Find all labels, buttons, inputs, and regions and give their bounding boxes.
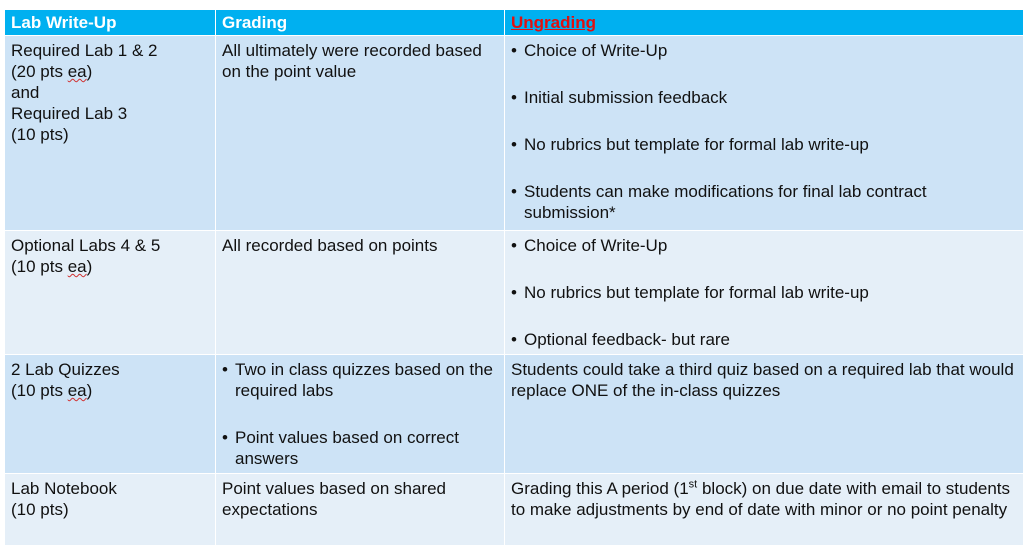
table-row bbox=[5, 231, 1024, 355]
lab-line: (10 pts ea) bbox=[11, 381, 93, 400]
ungrading-cell bbox=[505, 36, 1024, 231]
lab-line: Required Lab 1 & 2 bbox=[11, 41, 158, 60]
table-row bbox=[5, 36, 1024, 231]
lab-line: (10 pts) bbox=[11, 125, 69, 144]
lab-cell bbox=[5, 36, 216, 231]
table-row bbox=[5, 355, 1024, 474]
ordinal-suffix: st bbox=[688, 478, 698, 491]
list-item: • Students can make modifications for final lab contract submission* bbox=[511, 181, 1017, 223]
spellcheck-underline: ea bbox=[67, 257, 87, 276]
grading-cell: Point values based on shared expectations bbox=[216, 474, 505, 546]
list-item: • No rubrics but template for formal lab write-up bbox=[511, 282, 1017, 303]
lab-line: 2 Lab Quizzes bbox=[11, 360, 120, 379]
ungrading-cell bbox=[505, 474, 1024, 546]
grading-cell: All ultimately were recorded based on the point value bbox=[216, 36, 505, 231]
header-ungrading bbox=[505, 10, 1024, 36]
ungrading-list bbox=[511, 235, 1017, 350]
list-item: • Optional feedback- but rare bbox=[511, 329, 1017, 350]
ungrading-list bbox=[511, 40, 1017, 223]
lab-line: Required Lab 3 bbox=[11, 104, 128, 123]
table-row bbox=[5, 474, 1024, 546]
grading-cell bbox=[216, 355, 505, 474]
lab-line: Lab Notebook bbox=[11, 479, 117, 498]
list-item: • Initial submission feedback bbox=[511, 87, 1017, 108]
lab-cell bbox=[5, 355, 216, 474]
lab-line: (10 pts) bbox=[11, 500, 69, 519]
lab-line: Optional Labs 4 & 5 bbox=[11, 236, 161, 255]
lab-line: (20 pts ea) bbox=[11, 62, 93, 81]
grading-list bbox=[222, 359, 498, 469]
list-item: • Choice of Write-Up bbox=[511, 40, 1017, 61]
lab-cell bbox=[5, 231, 216, 355]
ungrading-text-end: block) on due date with email to students to make adjustments by end of date with minor or no point penalty bbox=[511, 479, 1011, 519]
list-item: • No rubrics but template for formal lab write-up bbox=[511, 134, 1017, 155]
header-ungrading-text: Ungrading bbox=[511, 13, 596, 32]
ungrading-cell bbox=[505, 231, 1024, 355]
list-item: • Two in class quizzes based on the required labs bbox=[222, 359, 498, 401]
spellcheck-underline: ea bbox=[67, 62, 87, 81]
header-grading: Grading bbox=[216, 10, 505, 36]
spellcheck-underline: ea bbox=[67, 381, 87, 400]
lab-cell bbox=[5, 474, 216, 546]
ungrading-cell: Students could take a third quiz based on a required lab that would replace ONE of the in-class quizzes bbox=[505, 355, 1024, 474]
header-row bbox=[5, 10, 1024, 36]
list-item: • Choice of Write-Up bbox=[511, 235, 1017, 256]
header-lab-write-up: Lab Write-Up bbox=[5, 10, 216, 36]
lab-line: (10 pts ea) bbox=[11, 257, 93, 276]
grading-comparison-table bbox=[4, 9, 1024, 546]
grading-cell: All recorded based on points bbox=[216, 231, 505, 355]
lab-line: and bbox=[11, 83, 40, 102]
list-item: • Point values based on correct answers bbox=[222, 427, 498, 469]
ungrading-text-start: Grading this A period (1 bbox=[511, 479, 689, 498]
